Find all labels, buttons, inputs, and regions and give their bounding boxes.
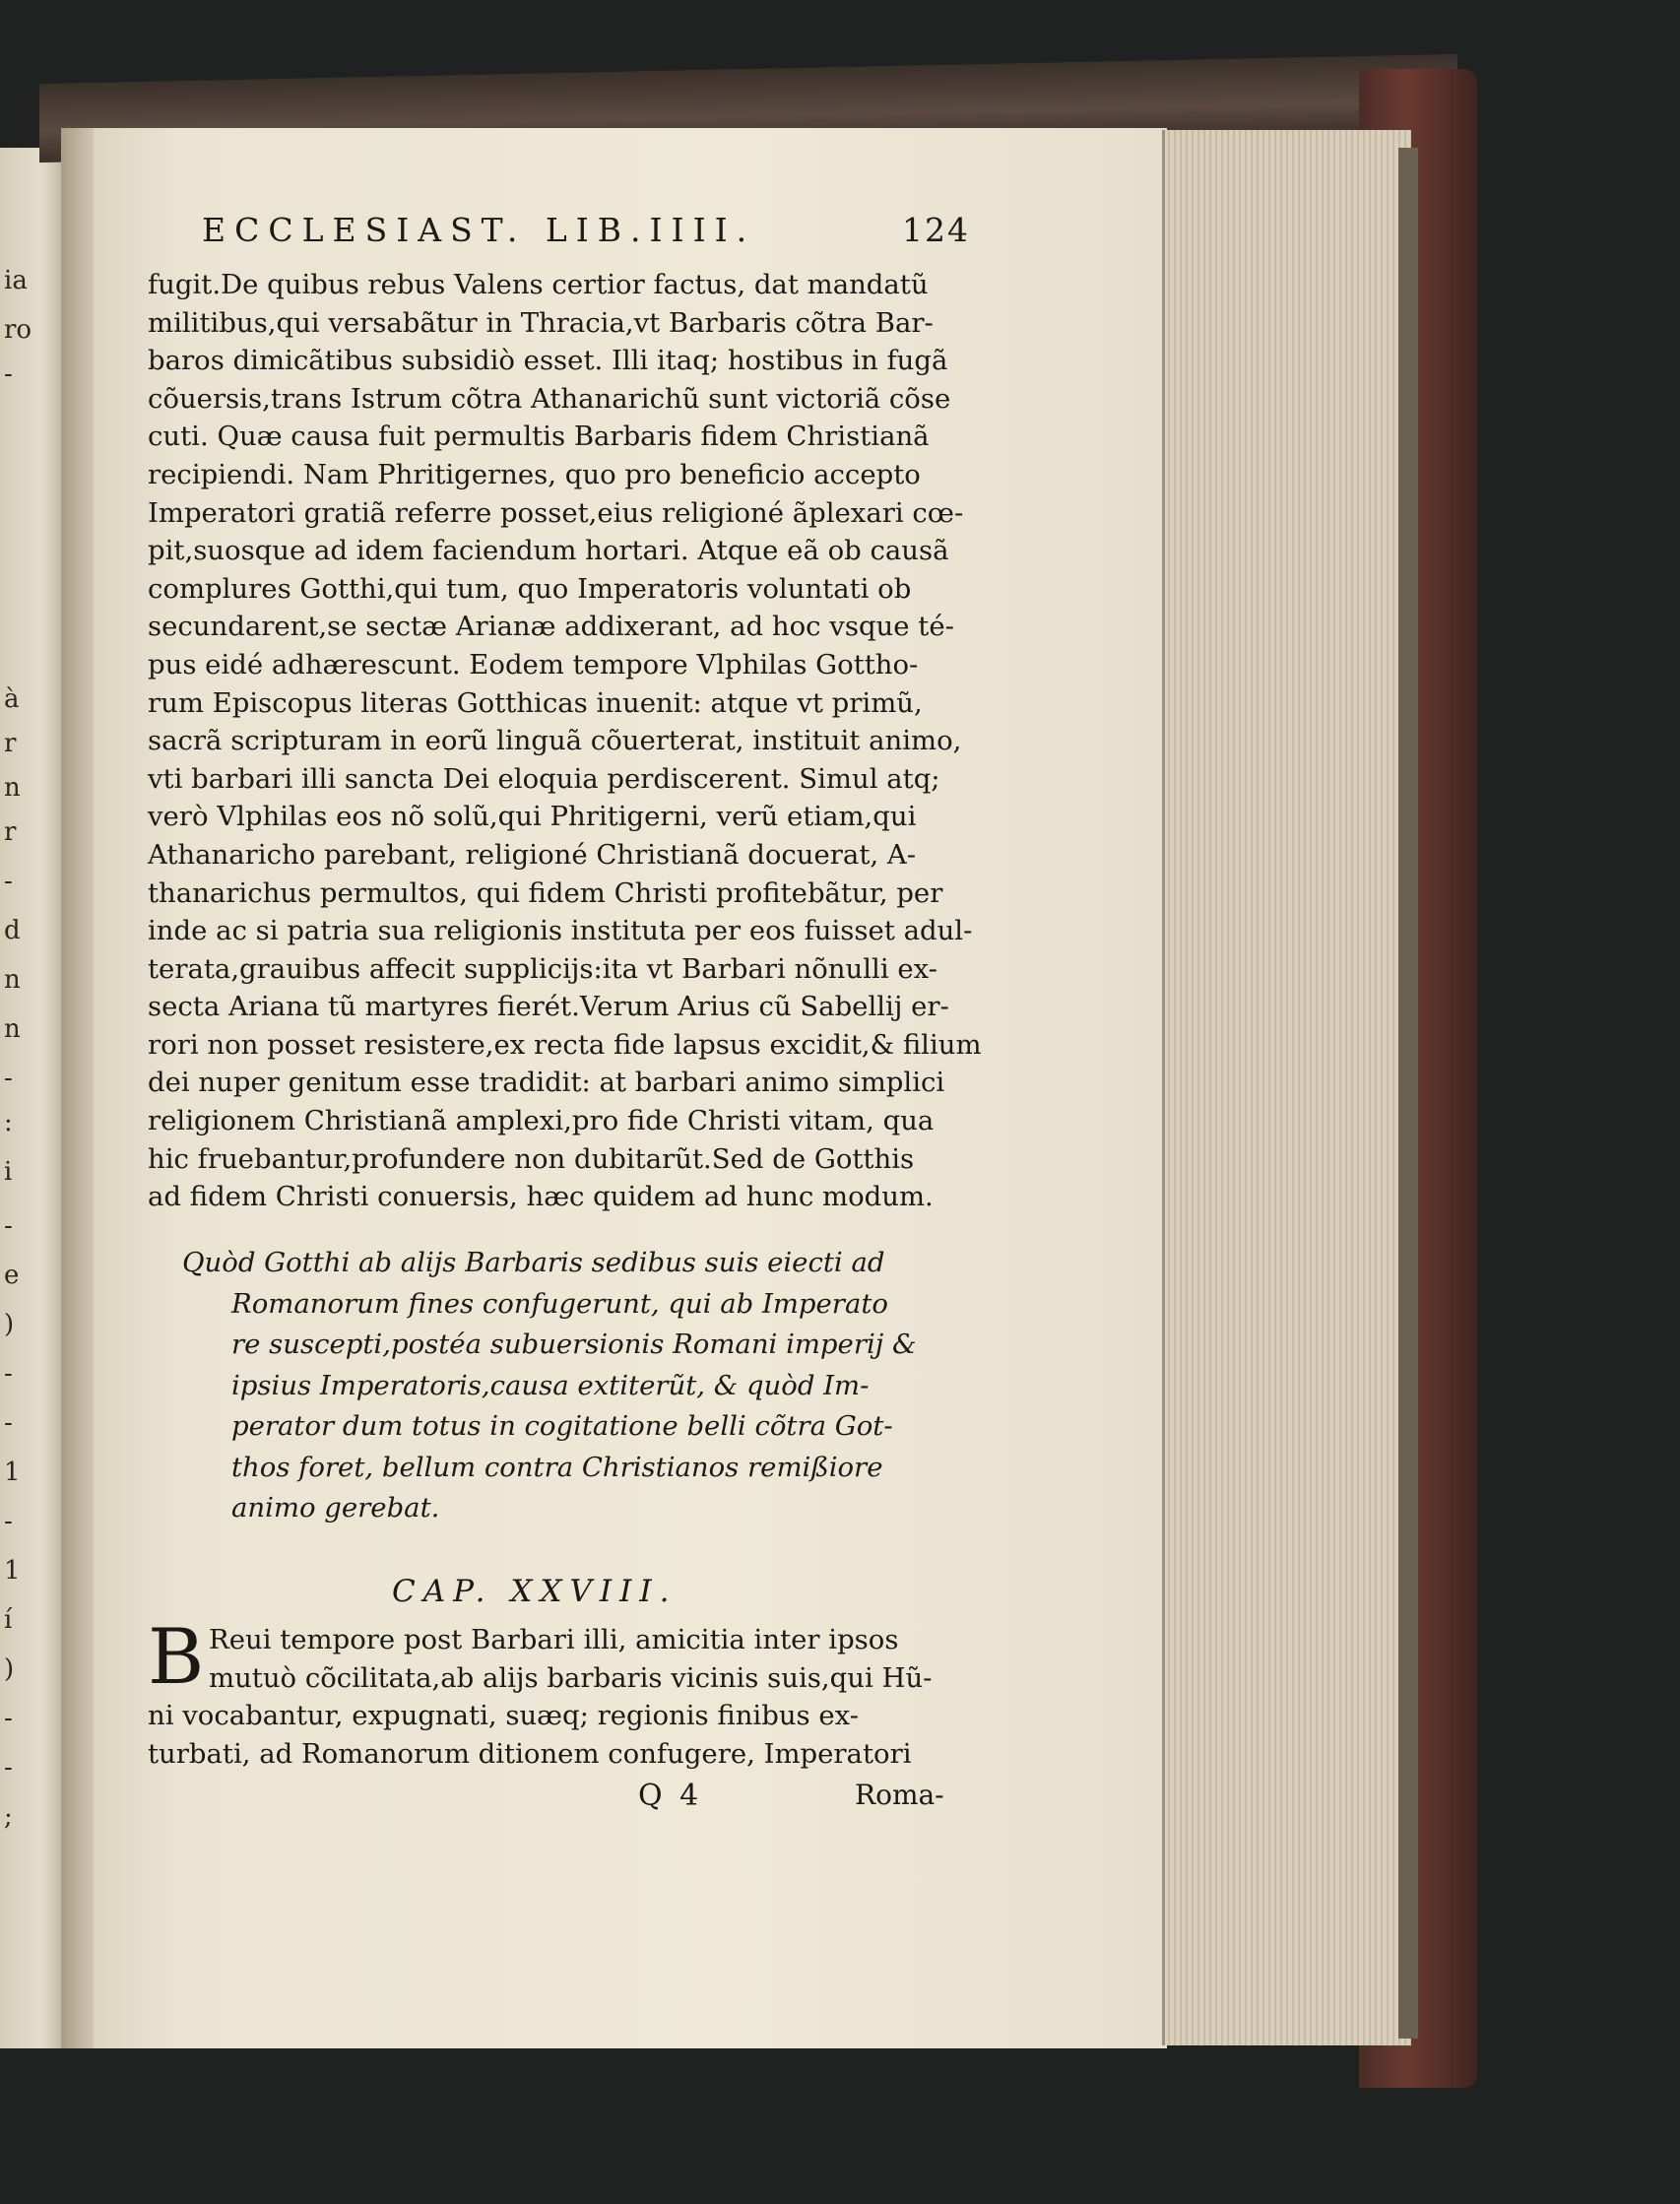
text-line: thos foret, bellum contra Christianos remißiore [231,1451,883,1483]
text-line: complures Gotthi,qui tum, quo Imperatoris voluntati ob [148,572,912,605]
left-page-fragment: n [4,965,21,995]
left-page-fragment: r [4,817,17,847]
left-page-fragment: - [4,1507,13,1536]
text-line: Athanaricho parebant, religioné Christianã docuerat, A- [148,838,917,871]
left-page-fragment: - [4,1064,13,1093]
text-line: militibus,qui versabãtur in Thracia,vt Barbaris cõtra Bar- [148,306,934,339]
text-line: mutuò cõcilitata,ab alijs barbaris vicinis suis,qui Hũ- [209,1661,933,1694]
text-line: Quòd Gotthi ab alijs Barbaris sedibus suis eiecti ad [182,1247,885,1278]
left-page-fragment: - [4,359,13,389]
left-page-fragment: ia [4,266,28,295]
chapter-heading: CAP. XXVIII. [392,1574,678,1609]
text-line: turbati, ad Romanorum ditionem confugere, Imperatori [148,1737,912,1770]
left-page-fragment: - [4,1211,13,1241]
text-line: ad fidem Christi conuersis, hæc quidem ad hunc modum. [148,1181,934,1213]
facing-left-page [0,148,69,2048]
text-line: ipsius Imperatoris,causa extiterũt, & quòd Im- [231,1369,870,1401]
text-line: baros dimicãtibus subsidiò esset. Illi itaq; hostibus in fugã [148,345,948,377]
left-page-fragment: 1 [4,1458,21,1487]
left-page-fragment: n [4,1014,21,1044]
left-page-fragment: - [4,1704,13,1733]
left-page-fragment: : [4,1108,13,1137]
text-line: secta Ariana tũ martyres fierét.Verum Arius cũ Sabellij er- [148,991,949,1023]
catchword: Roma- [855,1779,944,1811]
running-head [202,211,970,258]
left-page-fragment: - [4,1408,13,1438]
drop-cap-initial: B [148,1613,205,1702]
text-line: rum Episcopus literas Gotthicas inuenit: atque vt primũ, [148,686,923,719]
text-line: re suscepti,postéa subuersionis Romani imperij & [231,1329,917,1360]
text-line: secundarent,se sectæ Arianæ addixerant, ad hoc vsque té- [148,611,954,643]
text-line: cuti. Quæ causa fuit permultis Barbaris fidem Christianã [148,421,930,453]
page-block-fore-edge [1162,130,1411,2045]
left-page-fragment: ro [4,315,32,345]
left-page-fragment: ; [4,1802,13,1832]
text-line: hic fruebantur,profundere non dubitarũt.Sed de Gotthis [148,1142,915,1175]
fore-edge-shadow [1398,148,1418,2039]
text-line: thanarichus permultos, qui fidem Christi profitebãtur, per [148,876,943,909]
text-line: inde ac si patria sua religionis instituta per eos fuisset adul- [148,915,973,947]
text-line: Reui tempore post Barbari illi, amicitia inter ipsos [209,1624,899,1655]
left-page-fragment: - [4,867,13,896]
left-page-fragment: - [4,1753,13,1783]
main-text-block [148,266,982,1216]
text-line: cõuersis,trans Istrum cõtra Athanarichũ sunt victoriã cõse [148,382,951,415]
left-page-fragment: 1 [4,1556,21,1586]
text-line: fugit.De quibus rebus Valens certior factus, dat mandatũ [148,269,929,300]
left-page-fragment: i [4,1157,13,1187]
left-page-fragment: - [4,1359,13,1389]
text-line: animo gerebat. [231,1492,440,1523]
signature-mark: Q 4 [638,1779,703,1813]
text-line: religionem Christianã amplexi,pro fide Christi vitam, qua [148,1105,935,1137]
left-page-fragment: r [4,729,17,758]
text-line: recipiendi. Nam Phritigernes, quo pro beneficio accepto [148,458,921,490]
left-page-fragment: í [4,1605,13,1635]
text-line: rori non posset resistere,ex recta fide lapsus excidit,& filium [148,1028,982,1061]
chapter-text-block [148,1613,965,1773]
text-line: vti barbari illi sancta Dei eloquia perdiscerent. Simul atq; [148,762,940,795]
text-line: pus eidé adhærescunt. Eodem tempore Vlphilas Gottho- [148,648,919,681]
left-page-fragment: d [4,916,21,945]
running-head-title: ECCLESIAST. LIB.IIII. [202,211,756,249]
left-page-fragment: e [4,1261,20,1290]
left-page-fragment: ) [4,1310,15,1339]
text-line: ni vocabantur, expugnati, suæq; regionis finibus ex- [148,1700,859,1732]
text-line: dei nuper genitum esse tradidit: at barbari animo simplici [148,1067,945,1099]
left-page-fragment: à [4,684,20,714]
text-line: pit,suosque ad idem faciendum hortari. Atque eã ob causã [148,535,949,567]
left-page-fragment: ) [4,1654,15,1684]
text-line: Romanorum fines confugerunt, qui ab Imperato [231,1287,888,1320]
left-page-fragment: n [4,773,21,803]
text-line: sacrã scripturam in eorũ linguã cõuerterat, instituit animo, [148,725,962,757]
text-line: Imperatori gratiã referre posset,eius religioné ãplexari cœ- [148,496,964,529]
chapter-summary [182,1243,960,1529]
text-line: terata,grauibus affecit supplicijs:ita vt Barbari nõnulli ex- [148,952,937,985]
text-line: perator dum totus in cogitatione belli cõtra Got- [231,1410,893,1442]
folio-number: 124 [902,211,970,249]
text-line: verò Vlphilas eos nõ solũ,qui Phritigerni, verũ etiam,qui [148,801,917,833]
